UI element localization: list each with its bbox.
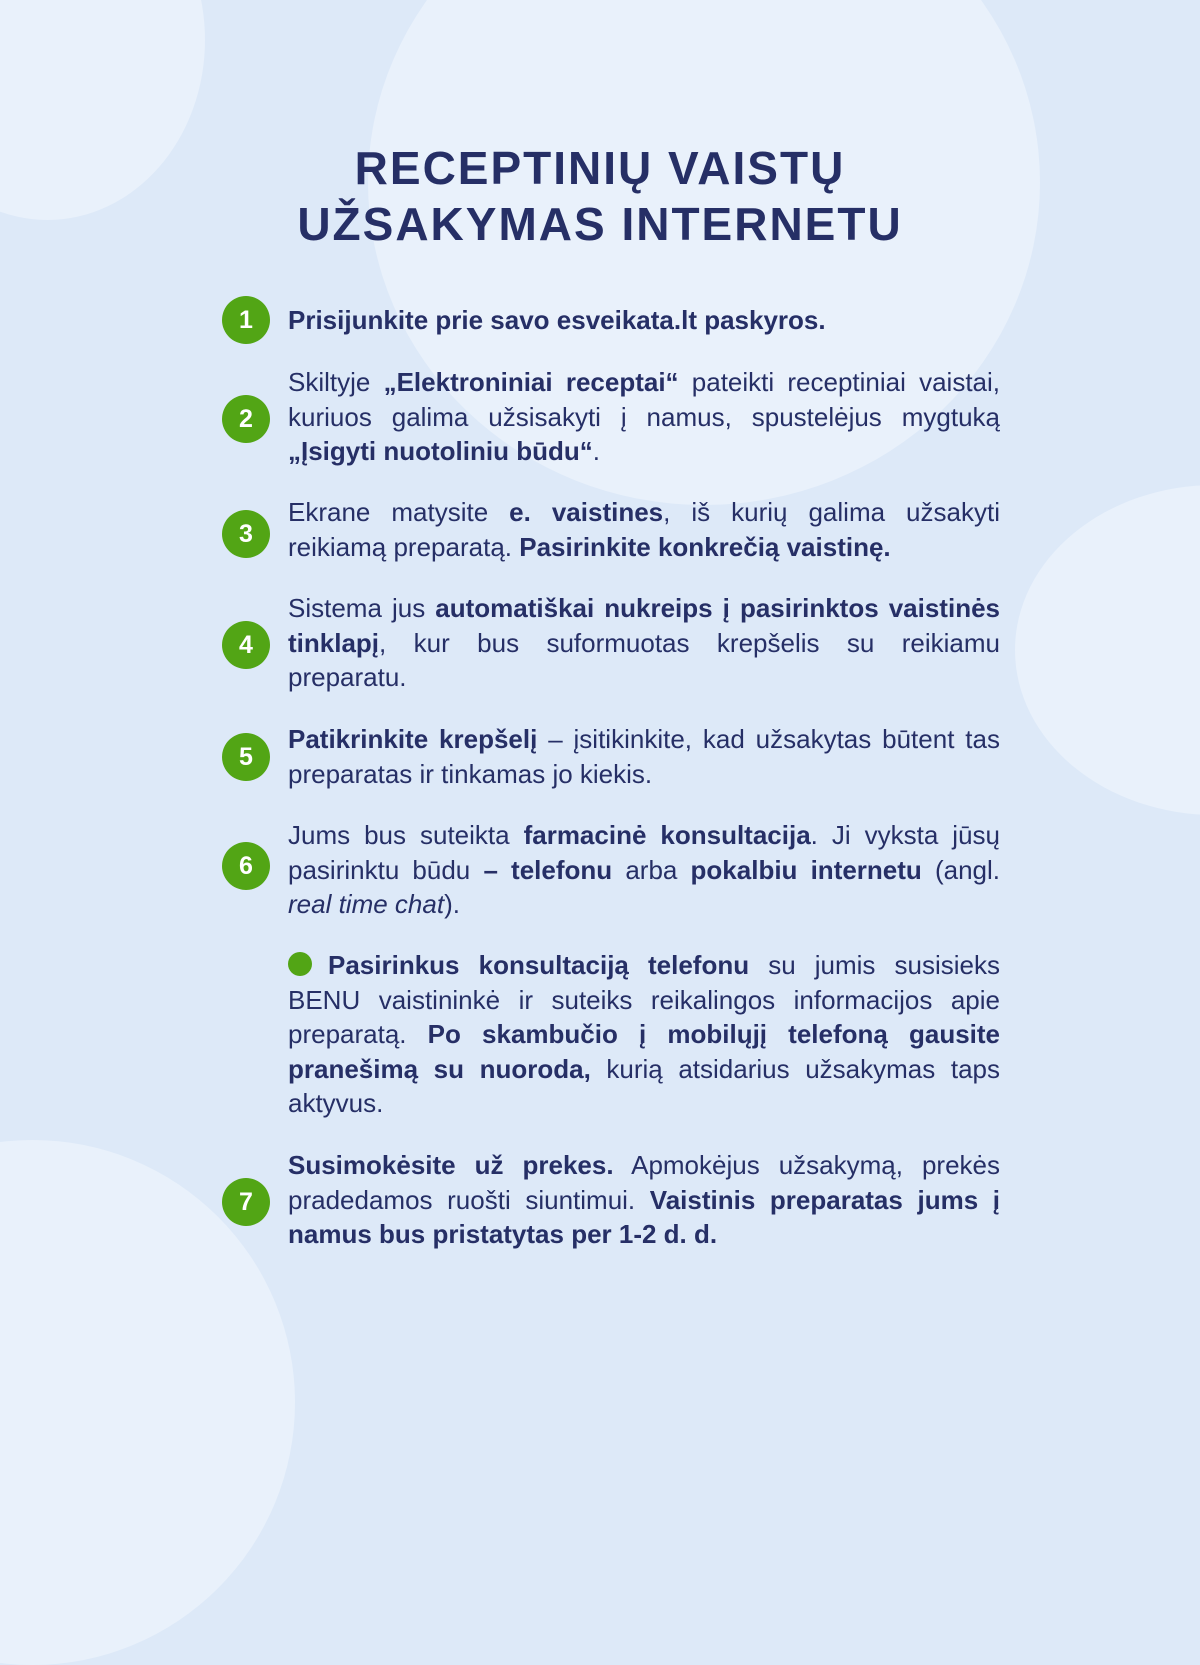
step-text-part: , iš kurių galima užsakyti reikiamą preparatą. — [288, 497, 1000, 562]
page-title-line-2: UŽSAKYMAS INTERNETU — [297, 198, 903, 250]
step-text-part: . — [592, 436, 600, 466]
step-text — [288, 495, 1000, 564]
step-text-bold: Susimokėsite už prekes. — [288, 1150, 614, 1180]
step-text — [288, 818, 1000, 922]
bullet-dot-icon — [288, 952, 312, 976]
step-text-part: , kur bus suformuotas krepšelis su reikiamu preparatu. — [288, 627, 1000, 692]
step-text-part: Skiltyje — [288, 367, 384, 397]
step-text-bold: farmacinė konsultacija — [523, 820, 811, 850]
step-number-badge: 3 — [222, 510, 270, 558]
step-text-part: Jums bus suteikta — [288, 820, 524, 850]
step-text — [288, 591, 1000, 695]
background-circle — [1015, 485, 1200, 815]
step-text-part: arba — [612, 854, 691, 885]
step-text-part: Sistema jus — [288, 593, 436, 623]
step-text-part: (angl. — [921, 854, 1001, 885]
step-text-bold: Pasirinkite konkrečią vaistinę. — [519, 531, 891, 562]
step-text-bold: Prisijunkite prie savo esveikata.lt paskyros. — [288, 305, 826, 335]
step-number-badge: 5 — [222, 733, 270, 781]
note-text-part: su jumis susisieks BENU vaistininkė ir suteiks reikalingos informacijos apie preparatą. — [288, 950, 1000, 1049]
step-text — [288, 303, 1000, 338]
step-text-part: – įsitikinkite, kad užsakytas būtent tas preparatas ir tinkamas jo kiekis. — [288, 724, 1000, 789]
step-number-badge: 4 — [222, 621, 270, 669]
note-text-bold: Pasirinkus konsultaciją telefonu — [328, 950, 750, 980]
step-text-bold: pokalbiu internetu — [690, 854, 922, 885]
step-number-badge: 7 — [222, 1178, 270, 1226]
page-title — [0, 140, 1200, 252]
note-text-bold: Po skambučio į mobilųjį telefoną gausite pranešimą su nuoroda, — [288, 1019, 1001, 1084]
step-text — [288, 1148, 1000, 1252]
step-text — [288, 365, 1000, 469]
step-text-part: ). — [444, 889, 460, 919]
step-number-badge: 6 — [222, 842, 270, 890]
step-text-bold: Patikrinkite krepšelį — [288, 724, 538, 754]
step-text-bold: e. vaistines — [509, 497, 664, 527]
step-text-bold: „Elektroniniai receptai“ — [383, 367, 679, 397]
note-text-part: kurią atsidarius užsakymas taps aktyvus. — [288, 1053, 1000, 1118]
step-text-bold: „Įsigyti nuotoliniu būdu“ — [288, 436, 593, 466]
step-number-badge: 1 — [222, 296, 270, 344]
step-text-part: pateikti receptiniai vaistai, kuriuos galima užsisakyti į namus, spustelėjus mygtuką — [288, 367, 1001, 432]
page-title-line-1: RECEPTINIŲ VAISTŲ — [354, 142, 846, 194]
note-text — [288, 948, 1000, 1121]
step-text-bold: – telefonu — [483, 854, 613, 885]
step-text-part: Ekrane matysite — [288, 497, 510, 527]
step-number-badge: 2 — [222, 395, 270, 443]
step-text-part: Apmokėjus užsakymą, prekės pradedamos ruošti siuntimui. — [288, 1150, 1000, 1215]
step-text-bold: Vaistinis preparatas jums į namus bus pristatytas per 1-2 d. d. — [288, 1184, 1000, 1249]
step-text-part: . Ji vyksta jūsų pasirinktu būdu — [288, 820, 1000, 885]
step-text-italic: real time chat — [288, 889, 445, 919]
step-text-bold: automatiškai nukreips į pasirinktos vaistinės tinklapį — [288, 593, 1000, 658]
step-text — [288, 722, 1000, 791]
